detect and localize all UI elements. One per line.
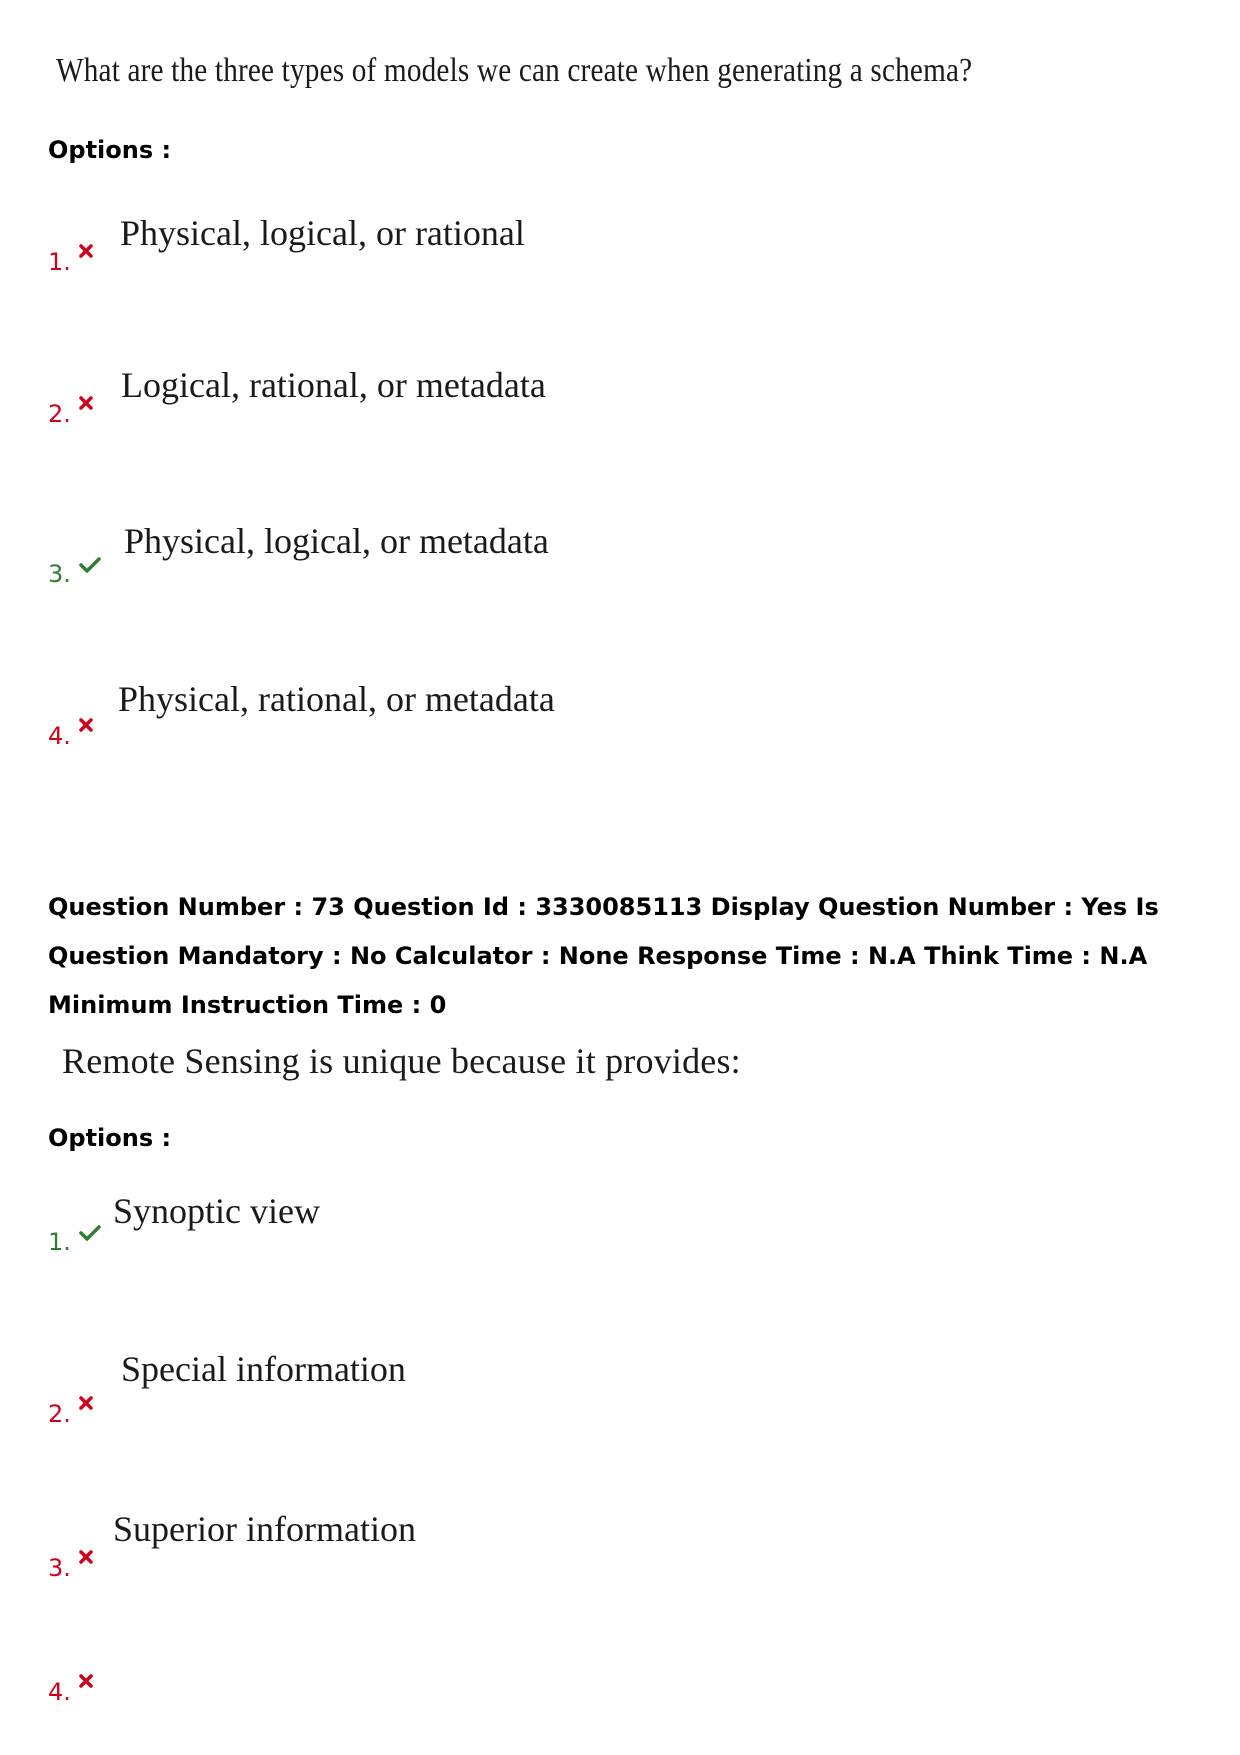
- option-text: Synoptic view: [113, 1191, 320, 1231]
- options-label: Options :: [48, 1124, 172, 1152]
- check-icon: [79, 556, 101, 574]
- cross-icon: [79, 1550, 93, 1564]
- option-number: 3.: [48, 560, 101, 588]
- cross-icon: [79, 244, 93, 258]
- check-icon: [79, 1224, 101, 1242]
- option-number: 2.: [48, 400, 93, 428]
- question-meta: Question Number : 73 Question Id : 3330085113 Display Question Number : Yes Is Question Mandatory : No Calculator : None Response Time : N.A Think Time : N.A Minimum Instruction Time : 0: [48, 893, 1159, 1019]
- cross-icon: [79, 1674, 93, 1688]
- option-number: 3.: [48, 1554, 93, 1582]
- option-text: Special information: [121, 1349, 406, 1389]
- question-2-text: Remote Sensing is unique because it provides:: [62, 1041, 741, 1081]
- cross-icon: [79, 396, 93, 410]
- option-number: 1.: [48, 1228, 101, 1256]
- option-text: Physical, rational, or metadata: [118, 679, 555, 719]
- option-number: 4.: [48, 722, 93, 750]
- cross-icon: [79, 1396, 93, 1410]
- option-number: 1.: [48, 248, 93, 276]
- option-text: Logical, rational, or metadata: [121, 365, 546, 405]
- option-text: Physical, logical, or metadata: [124, 521, 549, 561]
- option-number: 2.: [48, 1400, 93, 1428]
- option-text: Physical, logical, or rational: [120, 213, 525, 253]
- options-label: Options :: [48, 136, 172, 164]
- option-number: 4.: [48, 1678, 93, 1706]
- option-text: Superior information: [113, 1509, 416, 1549]
- cross-icon: [79, 718, 93, 732]
- question-1-text: What are the three types of models we can create when generating a schema?: [56, 52, 973, 89]
